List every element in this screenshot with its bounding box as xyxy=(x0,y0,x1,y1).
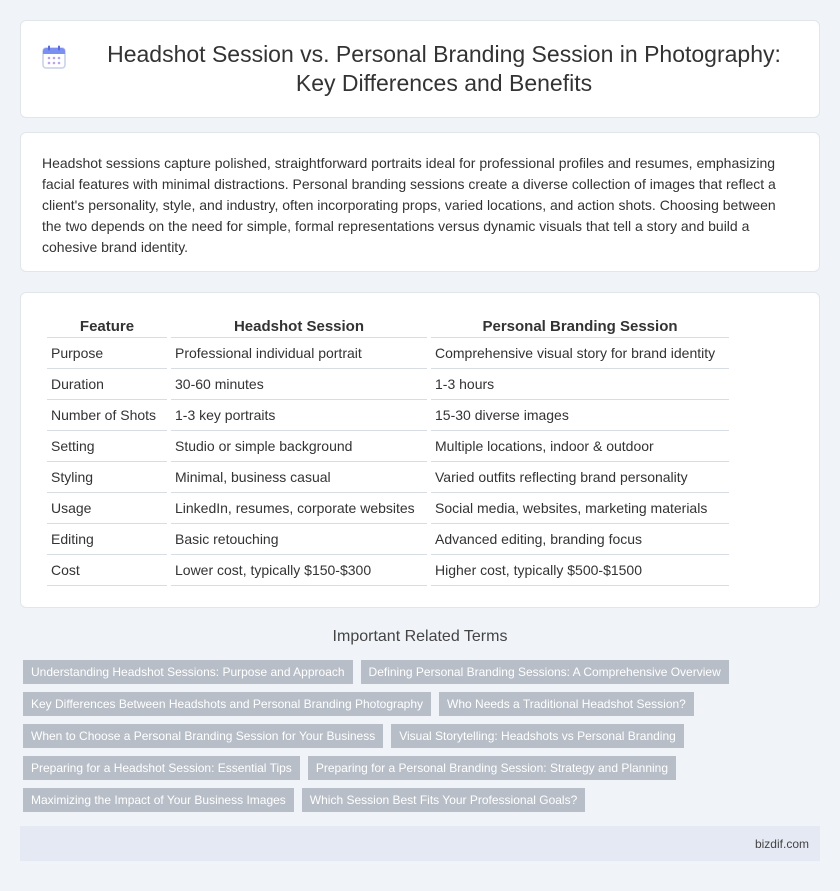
header-card xyxy=(20,20,820,118)
column-header-feature: Feature xyxy=(47,315,167,338)
table-row xyxy=(47,431,729,462)
table-cell-feature: Number of Shots xyxy=(47,400,167,431)
table-row xyxy=(47,369,729,400)
table-row xyxy=(47,493,729,524)
column-header-branding: Personal Branding Session xyxy=(431,315,729,338)
table-row xyxy=(47,555,729,586)
comparison-table-card xyxy=(20,292,820,608)
term-row xyxy=(23,660,823,684)
table-cell-branding: Advanced editing, branding focus xyxy=(431,524,729,555)
related-term-tag[interactable]: Key Differences Between Headshots and Personal Branding Photography xyxy=(23,692,431,716)
term-row xyxy=(23,756,823,780)
footer-bar xyxy=(20,826,820,861)
table-cell-feature: Duration xyxy=(47,369,167,400)
table-cell-headshot: Basic retouching xyxy=(171,524,427,555)
related-term-tag[interactable]: Maximizing the Impact of Your Business Images xyxy=(23,788,294,812)
related-terms-heading: Important Related Terms xyxy=(332,628,508,645)
related-term-tag[interactable]: Preparing for a Personal Branding Session: Strategy and Planning xyxy=(308,756,676,780)
calendar-icon xyxy=(41,44,67,70)
table-cell-branding: Higher cost, typically $500-$1500 xyxy=(431,555,729,586)
table-cell-branding: 1-3 hours xyxy=(431,369,729,400)
related-term-tag[interactable]: Preparing for a Headshot Session: Essential Tips xyxy=(23,756,300,780)
term-row xyxy=(23,692,823,716)
table-row xyxy=(47,400,729,431)
table-cell-headshot: Minimal, business casual xyxy=(171,462,427,493)
table-row xyxy=(47,524,729,555)
related-term-tag[interactable]: Understanding Headshot Sessions: Purpose and Approach xyxy=(23,660,353,684)
table-cell-feature: Setting xyxy=(47,431,167,462)
related-term-tag[interactable]: Defining Personal Branding Sessions: A Comprehensive Overview xyxy=(361,660,729,684)
table-cell-branding: Multiple locations, indoor & outdoor xyxy=(431,431,729,462)
table-cell-feature: Purpose xyxy=(47,338,167,369)
page-title: Headshot Session vs. Personal Branding Session in Photography: Key Differences and Benefits xyxy=(107,41,781,96)
intro-card xyxy=(20,132,820,272)
comparison-table xyxy=(43,315,733,586)
table-cell-headshot: Lower cost, typically $150-$300 xyxy=(171,555,427,586)
table-header-row xyxy=(47,315,729,338)
related-term-tag[interactable]: Who Needs a Traditional Headshot Session? xyxy=(439,692,694,716)
table-cell-feature: Cost xyxy=(47,555,167,586)
related-terms-list xyxy=(23,660,823,820)
table-cell-headshot: Studio or simple background xyxy=(171,431,427,462)
term-row xyxy=(23,788,823,812)
related-term-tag[interactable]: Visual Storytelling: Headshots vs Personal Branding xyxy=(391,724,684,748)
table-cell-branding: Comprehensive visual story for brand identity xyxy=(431,338,729,369)
table-cell-feature: Editing xyxy=(47,524,167,555)
footer-site-name[interactable]: bizdif.com xyxy=(754,837,809,851)
table-cell-branding: Social media, websites, marketing materials xyxy=(431,493,729,524)
table-row xyxy=(47,462,729,493)
related-term-tag[interactable]: When to Choose a Personal Branding Session for Your Business xyxy=(23,724,383,748)
intro-paragraph: Headshot sessions capture polished, straightforward portraits ideal for professional profiles and resumes, emphasizing facial features with minimal distractions. Personal branding sessions create a diverse collection of images that reflect a client's personality, style, and industry, often incorporating props, varied locations, and action shots. Choosing between the two depends on the need for simple, formal representations versus dynamic visuals that tell a story and build a cohesive brand identity. xyxy=(42,155,776,255)
term-row xyxy=(23,724,823,748)
table-cell-headshot: 30-60 minutes xyxy=(171,369,427,400)
table-cell-headshot: Professional individual portrait xyxy=(171,338,427,369)
table-row xyxy=(47,338,729,369)
related-term-tag[interactable]: Which Session Best Fits Your Professional Goals? xyxy=(302,788,585,812)
table-cell-branding: 15-30 diverse images xyxy=(431,400,729,431)
table-cell-headshot: LinkedIn, resumes, corporate websites xyxy=(171,493,427,524)
table-cell-feature: Styling xyxy=(47,462,167,493)
table-cell-headshot: 1-3 key portraits xyxy=(171,400,427,431)
column-header-headshot: Headshot Session xyxy=(171,315,427,338)
table-cell-feature: Usage xyxy=(47,493,167,524)
table-cell-branding: Varied outfits reflecting brand personality xyxy=(431,462,729,493)
